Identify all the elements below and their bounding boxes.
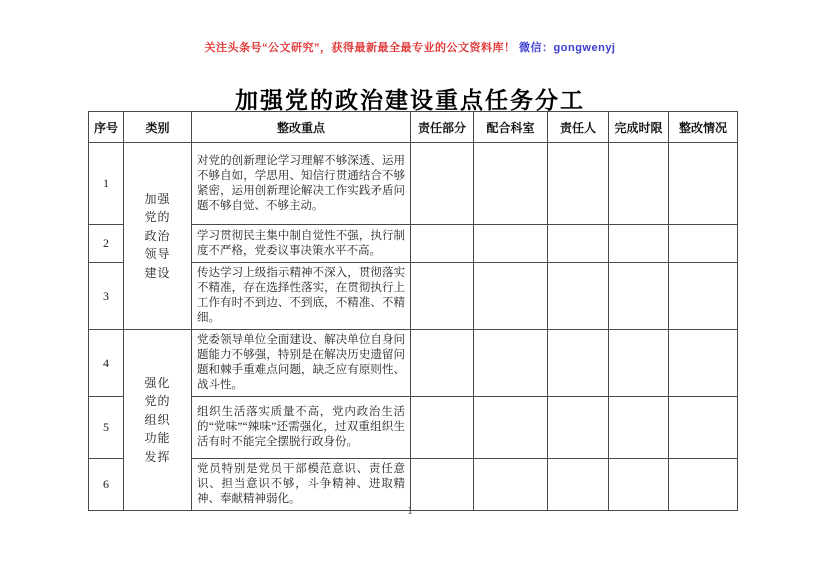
cell-responsible-dept bbox=[411, 143, 474, 225]
table-row bbox=[89, 330, 738, 397]
header-serial-number: 序号 bbox=[89, 112, 124, 143]
table-header-row bbox=[89, 112, 738, 143]
header-rectification-focus: 整改重点 bbox=[192, 112, 411, 143]
cell-deadline bbox=[609, 225, 669, 263]
cell-serial-number: 5 bbox=[89, 397, 124, 459]
cell-responsible-person bbox=[548, 263, 609, 330]
cell-status bbox=[669, 330, 738, 397]
cell-rectification-focus: 党员特别是党员干部模范意识、责任意识、担当意识不够，斗争精神、进取精神、奉献精神弱化。 bbox=[192, 459, 411, 511]
cell-category-political-leadership bbox=[124, 143, 192, 330]
cell-rectification-focus: 组织生活落实质量不高，党内政治生活的“党味”“辣味”还需强化，过双重组织生活有时不能完全摆脱行政身份。 bbox=[192, 397, 411, 459]
header-responsible-dept: 责任部分 bbox=[411, 112, 474, 143]
cell-status bbox=[669, 263, 738, 330]
cell-responsible-dept bbox=[411, 225, 474, 263]
page-number: 1 bbox=[407, 503, 413, 517]
table-row bbox=[89, 143, 738, 225]
cell-status bbox=[669, 225, 738, 263]
cell-rectification-focus: 传达学习上级指示精神不深入，贯彻落实不精准，存在选择性落实，在贯彻执行上工作有时不到边、不到底，不精准、不精细。 bbox=[192, 263, 411, 330]
cell-serial-number: 3 bbox=[89, 263, 124, 330]
header-category: 类别 bbox=[124, 112, 192, 143]
cell-serial-number: 2 bbox=[89, 225, 124, 263]
cell-responsible-person bbox=[548, 397, 609, 459]
cell-rectification-focus: 对党的创新理论学习理解不够深透、运用不够自如，学思用、知信行贯通结合不够紧密，运用创新理论解决工作实践矛盾问题不够自觉、不够主动。 bbox=[192, 143, 411, 225]
cell-responsible-dept bbox=[411, 330, 474, 397]
header-responsible-person: 责任人 bbox=[548, 112, 609, 143]
cell-deadline bbox=[609, 330, 669, 397]
cell-serial-number: 4 bbox=[89, 330, 124, 397]
cell-responsible-dept bbox=[411, 263, 474, 330]
task-division-table bbox=[88, 111, 738, 511]
header-deadline: 完成时限 bbox=[609, 112, 669, 143]
cell-serial-number: 1 bbox=[89, 143, 124, 225]
cell-cooperating-office bbox=[474, 397, 548, 459]
cell-responsible-person bbox=[548, 143, 609, 225]
cell-cooperating-office bbox=[474, 225, 548, 263]
header-cooperating-office: 配合科室 bbox=[474, 112, 548, 143]
cell-cooperating-office bbox=[474, 263, 548, 330]
cell-cooperating-office bbox=[474, 330, 548, 397]
cell-category-org-function bbox=[124, 330, 192, 511]
cell-deadline bbox=[609, 263, 669, 330]
header-notice bbox=[0, 39, 820, 55]
cell-responsible-person bbox=[548, 225, 609, 263]
cell-status bbox=[669, 397, 738, 459]
notice-wechat-text: 微信：gongwenyj bbox=[519, 42, 616, 54]
cell-rectification-focus: 党委领导单位全面建设、解决单位自身问题能力不够强，特别是在解决历史遗留问题和棘手重难点问题，缺乏应有原则性、战斗性。 bbox=[192, 330, 411, 397]
cell-serial-number: 6 bbox=[89, 459, 124, 511]
cell-cooperating-office bbox=[474, 143, 548, 225]
category-label: 加强党的政治领导建设 bbox=[144, 191, 171, 280]
cell-status bbox=[669, 143, 738, 225]
category-label: 强化党的组织功能发挥 bbox=[144, 375, 171, 464]
page-title: 加强党的政治建设重点任务分工 bbox=[235, 88, 585, 113]
cell-deadline bbox=[609, 143, 669, 225]
notice-red-text: 关注头条号“公文研究”，获得最新最全最专业的公文资料库！ bbox=[204, 42, 516, 54]
cell-rectification-focus: 学习贯彻民主集中制自觉性不强，执行制度不严格，党委议事决策水平不高。 bbox=[192, 225, 411, 263]
cell-responsible-person bbox=[548, 330, 609, 397]
header-status: 整改情况 bbox=[669, 112, 738, 143]
cell-deadline bbox=[609, 397, 669, 459]
cell-responsible-dept bbox=[411, 397, 474, 459]
